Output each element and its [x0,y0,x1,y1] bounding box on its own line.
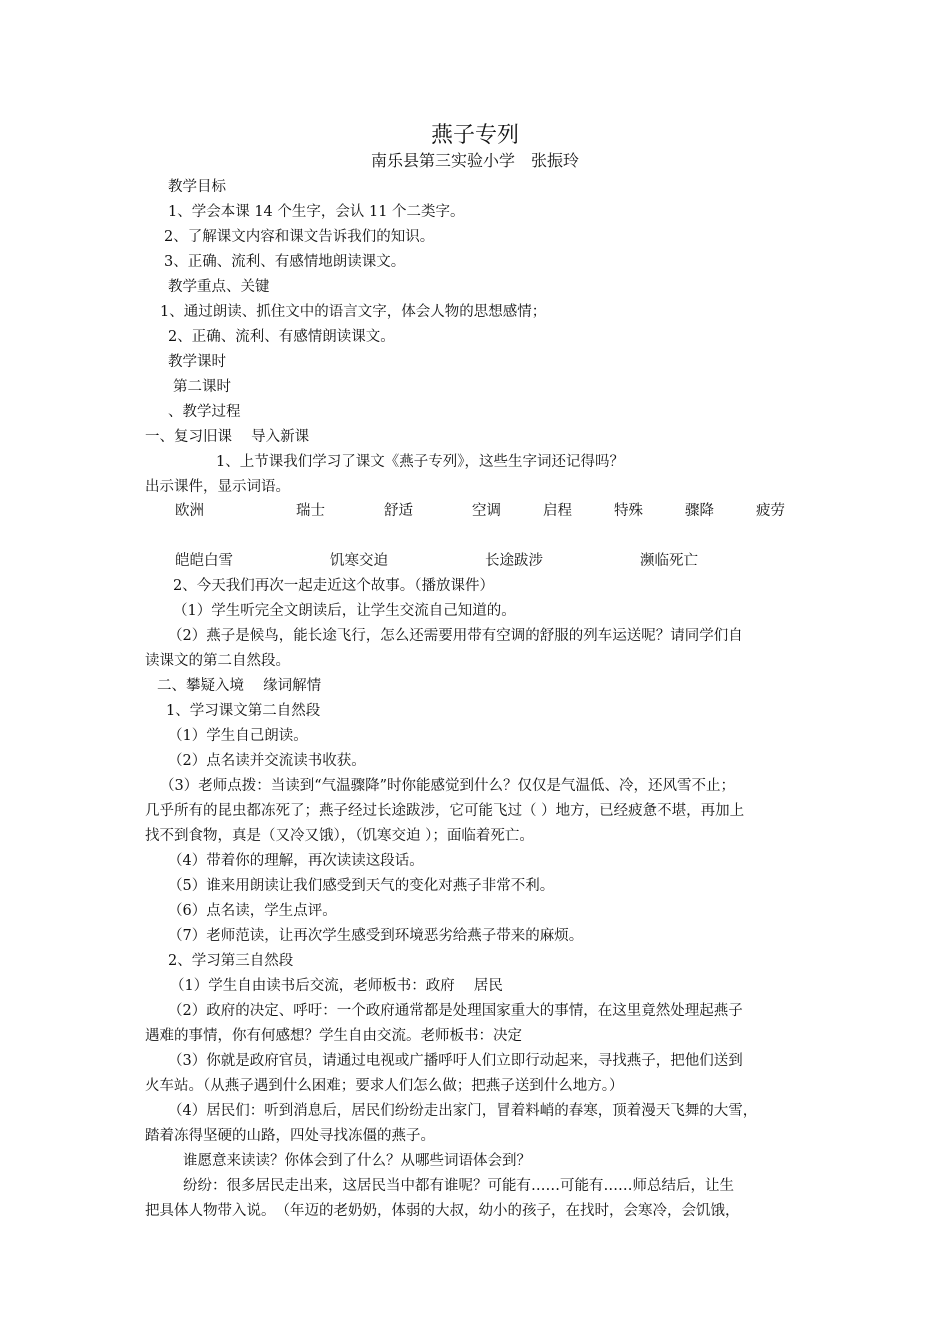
document-title: 燕子专列 [430,123,519,148]
section-2-1-7: （7）老师范读，让再次学生感受到环境恶劣给燕子带来的麻烦。 [168,928,584,944]
section-1-item-1: 1、上节课我们学习了课文《燕子专列》，这些生字词还记得吗？ [216,454,624,470]
vocab-word: 欧洲 [175,503,204,519]
section-1-sub-2-line-1: （2）燕子是候鸟，能长途飞行，怎么还需要用带有空调的舒服的列车运送呢？请同学们自 [168,628,743,644]
vocab-word: 特殊 [614,503,643,519]
process-heading: 、教学过程 [168,404,241,420]
goal-1: 1、学会本课 14 个生字，会认 11 个二类字。 [168,204,465,220]
section-2-2-2-line-2: 遇难的事情，你有何感想？学生自由交流。老师板书：决定 [145,1028,522,1044]
vocab-word: 启程 [543,503,572,519]
key-1: 1、通过朗读、抓住文中的语言文字，体会人物的思想感情； [160,304,547,320]
vocab-word: 疲劳 [756,503,785,519]
section-2-1-2: （2）点名读并交流读书收获。 [168,753,366,769]
section-2-2-1: （1）学生自由读书后交流，老师板书：政府 居民 [170,978,503,994]
vocab-word: 骤降 [685,503,714,519]
section-1-sub-2-line-2: 读课文的第二自然段。 [145,653,290,669]
section-2-item-2: 2、学习第三自然段 [168,953,294,969]
section-2-1-5: （5）谁来用朗读让我们感受到天气的变化对燕子非常不利。 [168,878,555,894]
section-2-2-2-line-1: （2）政府的决定、呼吁：一个政府通常都是处理国家重大的事情，在这里竟然处理起燕子 [168,1003,743,1019]
section-2-1-3-line-3: 找不到食物，真是（又冷又饿），（饥寒交迫 ）；面临着死亡。 [145,828,534,844]
section-2-2-3-line-2: 火车站。（从燕子遇到什么困难；要求人们怎么做；把燕子送到什么地方。） [145,1078,624,1094]
vocab-word: 长途跋涉 [485,553,543,569]
vocab-word: 空调 [472,503,501,519]
section-2-1-3-line-1: （3）老师点拨：当读到“气温骤降”时你能感觉到什么？仅仅是气温低、冷，还风雪不止； [160,778,736,794]
hours-heading: 教学课时 [168,354,226,370]
key-2: 2、正确、流利、有感情朗读课文。 [168,329,395,345]
section-1-sub-1: （1）学生听完全文朗读后，让学生交流自己知道的。 [173,603,516,619]
section-2-item-1: 1、学习课文第二自然段 [166,703,321,719]
goal-2: 2、了解课文内容和课文告诉我们的知识。 [164,229,435,245]
vocab-word: 瑞士 [296,503,325,519]
section-2-1-6: （6）点名读，学生点评。 [168,903,337,919]
goal-3: 3、正确、流利、有感情地朗读课文。 [164,254,406,270]
section-1-show: 出示课件，显示词语。 [145,479,290,495]
vocab-word: 濒临死亡 [640,553,698,569]
section-2-1-3-line-2: 几乎所有的昆虫都冻死了；燕子经过长途跋涉，它可能飞过（ ）地方，已经疲惫不堪，再加上 [145,803,745,819]
section-2-2-question: 谁愿意来读读？你体会到了什么？从哪些词语体会到？ [183,1153,531,1169]
section-2-2-fenfen-line-2: 把具体人物带入说。 （年迈的老奶奶，体弱的大叔，幼小的孩子，在找时，会寒冷，会饥饿， [145,1203,740,1219]
section-2-1-4: （4）带着你的理解，再次读读这段话。 [168,853,424,869]
key-heading: 教学重点、关键 [168,279,270,295]
section-1-item-2: 2、今天我们再次一起走近这个故事。（播放课件） [173,578,494,594]
section-2-2-3-line-1: （3）你就是政府官员，请通过电视或广播呼吁人们立即行动起来，寻找燕子，把他们送到 [168,1053,743,1069]
goals-heading: 教学目标 [168,179,226,195]
section-2-1-1: （1）学生自己朗读。 [168,728,308,744]
vocab-word: 皑皑白雪 [175,553,233,569]
hours-value: 第二课时 [173,379,231,395]
vocab-word: 饥寒交迫 [330,553,388,569]
section-2-2-4-line-1: （4）居民们：听到消息后，居民们纷纷走出家门，冒着料峭的春寒，顶着漫天飞舞的大雪， [168,1103,758,1119]
section-2-2-4-line-2: 踏着冻得坚硬的山路，四处寻找冻僵的燕子。 [145,1128,435,1144]
section-1-heading: 一、复习旧课 导入新课 [145,429,310,445]
document-subtitle: 南乐县第三实验小学 张振玲 [370,151,579,170]
section-2-heading: 二、攀疑入境 缘词解情 [157,678,322,694]
vocab-word: 舒适 [384,503,413,519]
section-2-2-fenfen-line-1: 纷纷：很多居民走出来，这居民当中都有谁呢？可能有……可能有……师总结后，让生 [183,1178,734,1194]
